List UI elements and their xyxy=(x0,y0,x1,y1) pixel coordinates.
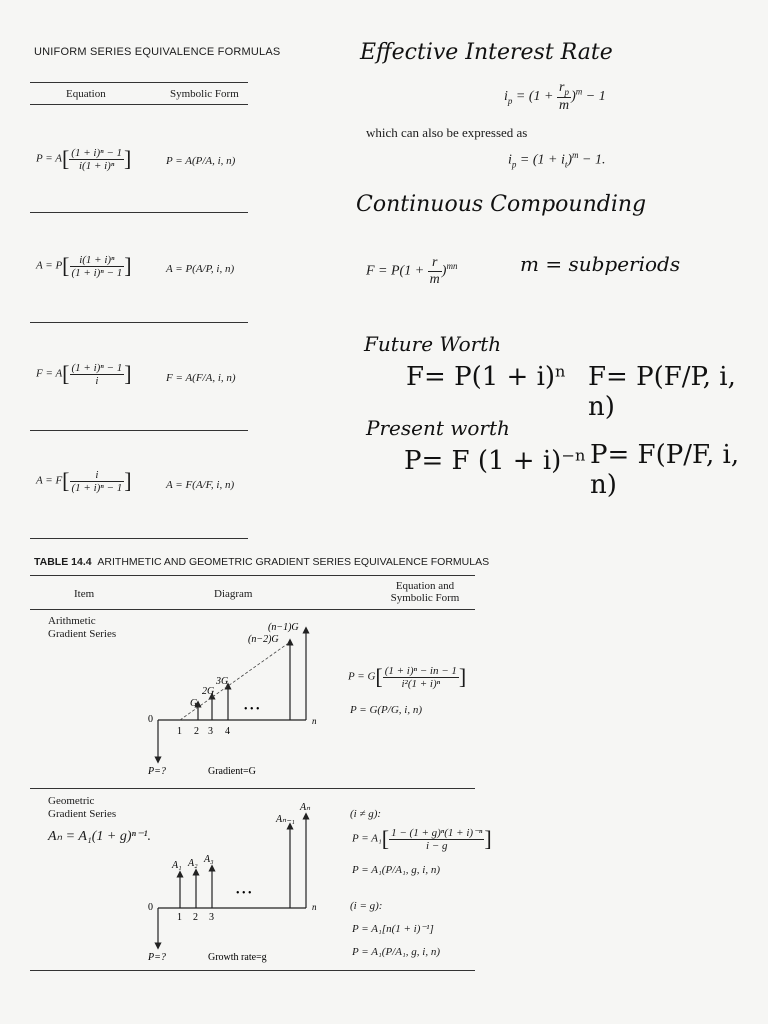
table-caption: TABLE 14.4 ARITHMETIC AND GEOMETRIC GRADIENT SERIES EQUIVALENCE FORMULAS xyxy=(34,556,490,568)
tick-3: 3 xyxy=(209,912,214,923)
uniform-row-3-equation: F = A[ $\frac{\text{(1 + i)ⁿ − 1}}{i}$ ] xyxy=(36,361,132,387)
alt-rate-formula: $i_p = (1 + i_t)^m - 1$. xyxy=(508,150,606,170)
col-diagram-header: Diagram xyxy=(214,588,253,600)
label-p: P=? xyxy=(148,766,166,777)
future-worth-formula-1: F= P(1 + i)ⁿ xyxy=(406,362,567,392)
present-worth-formula-1: P= F (1 + i)⁻ⁿ xyxy=(404,446,587,476)
uniform-row-3-symbolic: F = A(F/A, i, n) xyxy=(166,372,236,384)
uniform-row-rule-4 xyxy=(30,538,248,539)
effective-rate-heading: Effective Interest Rate xyxy=(360,40,613,65)
uniform-title: UNIFORM SERIES EQUIVALENCE FORMULAS xyxy=(34,46,281,58)
effective-rate-formula: $i_p = (1$ + $\frac{r_p}{m}$ )$^m$ − 1 xyxy=(504,80,606,113)
label-a1: A₁ xyxy=(172,860,182,871)
geometric-symbolic-2: P = A₁(P/A₁, g, i, n) xyxy=(352,946,440,958)
label-an1: Aₙ₋₁ xyxy=(276,814,295,825)
gradient-caption: Gradient=G xyxy=(208,766,256,777)
present-worth-heading: Present worth xyxy=(366,416,510,440)
uniform-row-1-symbolic: P = A(P/A, i, n) xyxy=(166,155,236,167)
tick-3: 3 xyxy=(208,726,213,737)
future-worth-heading: Future Worth xyxy=(364,332,502,356)
geometric-equation-1: P = A₁[ $\frac{\text{1 − (1 + g)ⁿ(1 + i)⁻ⁿ}}{i - g}$ ] xyxy=(352,826,492,852)
geometric-item-label: Geometric Gradient Series xyxy=(48,795,117,820)
arithmetic-cash-flow-diagram xyxy=(140,614,330,784)
col-equation-header: Equation xyxy=(66,88,106,100)
future-worth-formula-2: F= P(F/P, i, n) xyxy=(588,362,736,422)
label-a2: A₂ xyxy=(188,858,198,869)
col-item-header: Item xyxy=(74,588,95,600)
label-zero: 0 xyxy=(148,714,153,725)
uniform-row-2-symbolic: A = P(A/P, i, n) xyxy=(166,263,235,275)
tick-2: 2 xyxy=(193,912,198,923)
table-middle-rule xyxy=(30,788,475,789)
col-equation-symbolic-header: Equation and Symbolic Form xyxy=(390,580,460,604)
col-symbolic-header: Symbolic Form xyxy=(170,88,239,100)
uniform-row-rule-1 xyxy=(30,212,248,213)
tick-1: 1 xyxy=(177,726,182,737)
growth-caption: Growth rate=g xyxy=(208,952,267,963)
arithmetic-equation: P = G[ $\frac{\text{(1 + i)ⁿ − in − 1}}{\text{i²(1 + i)ⁿ}}$ ] xyxy=(348,664,467,690)
uniform-row-rule-3 xyxy=(30,430,248,431)
label-n1g: (n−1)G xyxy=(268,622,299,633)
dots: • • • xyxy=(236,888,252,899)
continuous-compounding-heading: Continuous Compounding xyxy=(356,192,647,217)
label-3g: 3G xyxy=(216,676,229,687)
geometric-cash-flow-diagram xyxy=(140,796,330,968)
present-worth-formula-2: P= F(P/F, i, n) xyxy=(590,440,740,500)
subperiods-note: m = subperiods xyxy=(520,252,681,276)
label-g: G xyxy=(190,698,198,709)
uniform-row-rule-2 xyxy=(30,322,248,323)
uniform-row-1-equation: P = A[ $\frac{\text{(1 + i)ⁿ − 1}}{\text{i(1 + i)ⁿ}}$ ] xyxy=(36,146,132,172)
arithmetic-symbolic: P = G(P/G, i, n) xyxy=(350,704,422,716)
label-n: n xyxy=(312,902,317,912)
label-a3: A₃ xyxy=(204,854,214,865)
geometric-case-1: (i ≠ g): xyxy=(350,808,382,820)
table-top-rule xyxy=(30,575,475,576)
geometric-equation-2: P = A₁[n(1 + i)⁻¹] xyxy=(352,923,434,935)
label-p: P=? xyxy=(148,952,166,963)
label-n: n xyxy=(312,716,317,726)
label-zero: 0 xyxy=(148,902,153,913)
tick-4: 4 xyxy=(225,726,230,737)
table-header-rule xyxy=(30,609,475,610)
geometric-handwritten-formula: Aₙ = A₁(1 + g)ⁿ⁻¹. xyxy=(48,829,152,844)
uniform-row-4-equation: A = F[ $\frac{i}{\text{(1 + i)ⁿ − 1}}$ ] xyxy=(36,468,132,494)
uniform-header-rule xyxy=(30,104,248,105)
arithmetic-item-label: Arithmetic Gradient Series xyxy=(48,615,117,640)
tick-2: 2 xyxy=(194,726,199,737)
table-bottom-rule xyxy=(30,970,475,971)
label-an: Aₙ xyxy=(300,802,311,813)
label-n2g: (n−2)G xyxy=(248,634,279,645)
geometric-symbolic-1: P = A₁(P/A₁, g, i, n) xyxy=(352,864,440,876)
uniform-top-rule xyxy=(30,82,248,83)
label-2g: 2G xyxy=(202,686,215,697)
tick-1: 1 xyxy=(177,912,182,923)
continuous-compounding-formula: F = P(1 + $\frac{r}{m}$ )$^{mn}$ xyxy=(366,255,458,287)
uniform-row-2-equation: A = P[ $\frac{\text{i(1 + i)ⁿ}}{\text{(1 + i)ⁿ − 1}}$ ] xyxy=(36,253,132,279)
also-expressed-text: which can also be expressed as xyxy=(366,125,528,140)
uniform-row-4-symbolic: A = F(A/F, i, n) xyxy=(166,479,235,491)
dots: • • • xyxy=(244,704,260,715)
geometric-case-2: (i = g): xyxy=(350,900,383,912)
